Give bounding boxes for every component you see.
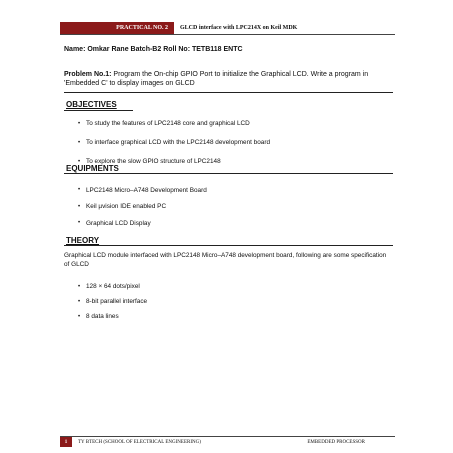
footer-course: EMBEDDED PROCESSOR: [307, 439, 365, 445]
equipments-list: [78, 182, 207, 232]
list-item: • To interface graphical LCD with the LPC2148 development board: [78, 139, 271, 146]
bullet-icon: •: [78, 139, 81, 146]
header-title: GLCD interface with LPC214X on Keil MDK: [180, 25, 298, 31]
page-number: 1: [60, 437, 72, 447]
practical-number: PRACTICAL NO. 2: [60, 22, 174, 34]
objectives-list: [78, 114, 270, 171]
bullet-icon: •: [78, 283, 81, 290]
objectives-heading: OBJECTIVES: [66, 100, 117, 109]
theory-spec-list: [78, 279, 147, 324]
bullet-icon: •: [78, 120, 81, 127]
list-item: • Graphical LCD Display: [78, 219, 151, 227]
list-item: • 8 data lines: [78, 313, 119, 320]
objectives-underline: [64, 110, 133, 111]
problem-divider: [64, 92, 393, 93]
list-item: • To explore the slow GPIO structure of LPC2148: [78, 158, 221, 165]
bullet-icon: •: [78, 203, 81, 210]
bullet-icon: •: [78, 313, 81, 320]
problem-statement: [64, 71, 393, 88]
equipments-divider: [64, 173, 393, 174]
list-item: • 8-bit parallel interface: [78, 298, 148, 305]
page-header: [60, 22, 395, 34]
theory-divider: [64, 245, 393, 246]
equipments-heading: EQUIPMENTS: [66, 164, 119, 173]
theory-paragraph: Graphical LCD module interfaced with LPC2148 Micro–A748 development board, following are some specification of GLCD: [64, 252, 387, 268]
problem-label: Problem No.1:: [64, 71, 112, 78]
bullet-icon: •: [78, 220, 81, 227]
footer-school: TY BTECH (SCHOOL OF ELECTRICAL ENGINEERING): [78, 439, 201, 445]
problem-text: Program the On-chip GPIO Port to initialize the Graphical LCD. Write a program in 'Embedded C' to display images on GLCD: [64, 71, 369, 87]
list-item: • LPC2148 Micro–A748 Development Board: [78, 186, 207, 194]
bullet-icon: •: [78, 187, 81, 194]
student-info: Name: Omkar Rane Batch-B2 Roll No: TETB118 ENTC: [64, 46, 243, 53]
theory-heading: THEORY: [66, 236, 100, 245]
bullet-icon: •: [78, 158, 81, 165]
list-item: • Keil µvision IDE enabled PC: [78, 203, 167, 211]
list-item: • To study the features of LPC2148 core and graphical LCD: [78, 120, 250, 127]
page-footer: [60, 437, 395, 447]
list-item: • 128 × 64 dots/pixel: [78, 283, 140, 290]
header-divider: [60, 34, 395, 35]
bullet-icon: •: [78, 298, 81, 305]
